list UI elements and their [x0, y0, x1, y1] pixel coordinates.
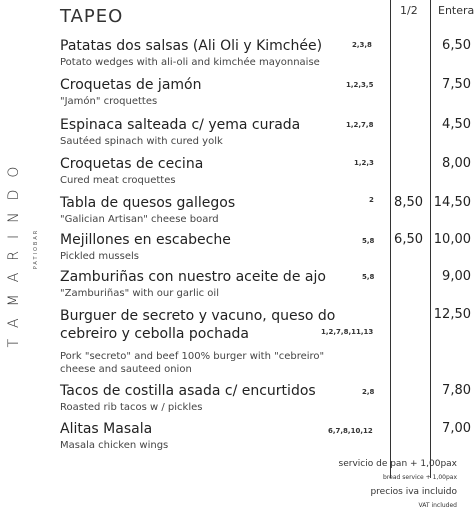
item-price-full: 12,50	[433, 307, 471, 322]
item-name: Burguer de secreto y vacuno, queso do cebreiro y cebolla pochada	[60, 308, 336, 342]
item-name: Croquetas de jamón	[60, 77, 202, 93]
item-name: Croquetas de cecina	[60, 156, 204, 172]
item-price-full: 7,80	[442, 383, 471, 398]
vat-note-es: precios iva incluido	[370, 487, 457, 497]
item-description: Pork "secreto" and beef 100% burger with "cebreiro" cheese and sauteed onion	[60, 351, 325, 375]
item-allergens: 2	[369, 196, 374, 204]
section-title: TAPEO	[60, 6, 124, 27]
item-allergens: 5,8	[362, 237, 375, 245]
menu-item	[60, 269, 475, 300]
bread-service-en: bread service + 1,00pax	[383, 474, 457, 481]
item-description: "Zamburiñas" with our garlic oil	[60, 288, 219, 299]
item-price-full: 14,50	[433, 195, 471, 210]
item-allergens: 1,2,7,8,11,13	[321, 328, 374, 336]
column-header-full: Entera	[438, 4, 475, 17]
item-allergens: 2,8	[362, 388, 375, 396]
item-price-full: 6,50	[442, 38, 471, 53]
item-price-full: 4,50	[442, 117, 471, 132]
menu-item	[60, 77, 475, 108]
item-name: Patatas dos salsas (Ali Oli y Kimchée)	[60, 38, 323, 54]
item-name: Espinaca salteada c/ yema curada	[60, 117, 301, 133]
item-allergens: 2,3,8	[352, 41, 372, 49]
column-header-half: 1/2	[400, 4, 418, 17]
item-price-full: 7,00	[442, 421, 471, 436]
item-allergens: 6,7,8,10,12	[328, 427, 373, 435]
brand-subtitle: PATIOBAR	[33, 228, 39, 270]
item-description: Roasted rib tacos w / pickles	[60, 402, 203, 413]
item-description: Pickled mussels	[60, 251, 139, 262]
menu-item	[60, 383, 475, 414]
item-allergens: 1,2,7,8	[346, 121, 374, 129]
item-price-full: 8,00	[442, 156, 471, 171]
bread-service-es: servicio de pan + 1,00pax	[338, 459, 457, 469]
item-description: "Galician Artisan" cheese board	[60, 214, 219, 225]
item-description: Masala chicken wings	[60, 440, 169, 451]
item-price-half: 6,50	[394, 232, 423, 247]
menu-item	[60, 307, 390, 343]
menu-item	[60, 38, 475, 69]
item-price-half: 8,50	[394, 195, 423, 210]
item-name: Alitas Masala	[60, 421, 153, 437]
item-allergens: 5,8	[362, 273, 375, 281]
menu-item	[60, 117, 475, 148]
item-description: Sautéed spinach with cured yolk	[60, 136, 223, 147]
item-name: Mejillones en escabeche	[60, 232, 231, 248]
item-price-full: 10,00	[433, 232, 471, 247]
menu-item	[60, 421, 475, 452]
item-allergens: 1,2,3	[354, 159, 374, 167]
item-price-full: 9,00	[442, 269, 471, 284]
vat-note-en: VAT included	[418, 502, 457, 509]
item-price-full: 7,50	[442, 77, 471, 92]
item-allergens: 1,2,3,5	[346, 81, 374, 89]
item-description: Potato wedges with ali-oli and kimchée mayonnaise	[60, 57, 320, 68]
item-description: Cured meat croquettes	[60, 175, 176, 186]
menu-item	[60, 156, 475, 187]
item-name: Tabla de quesos gallegos	[60, 195, 236, 211]
item-name: Zamburiñas con nuestro aceite de ajo	[60, 269, 326, 285]
item-name: Tacos de costilla asada c/ encurtidos	[60, 383, 316, 399]
item-description: "Jamón" croquettes	[60, 96, 158, 107]
brand-name: TAMARINDO	[6, 154, 22, 348]
